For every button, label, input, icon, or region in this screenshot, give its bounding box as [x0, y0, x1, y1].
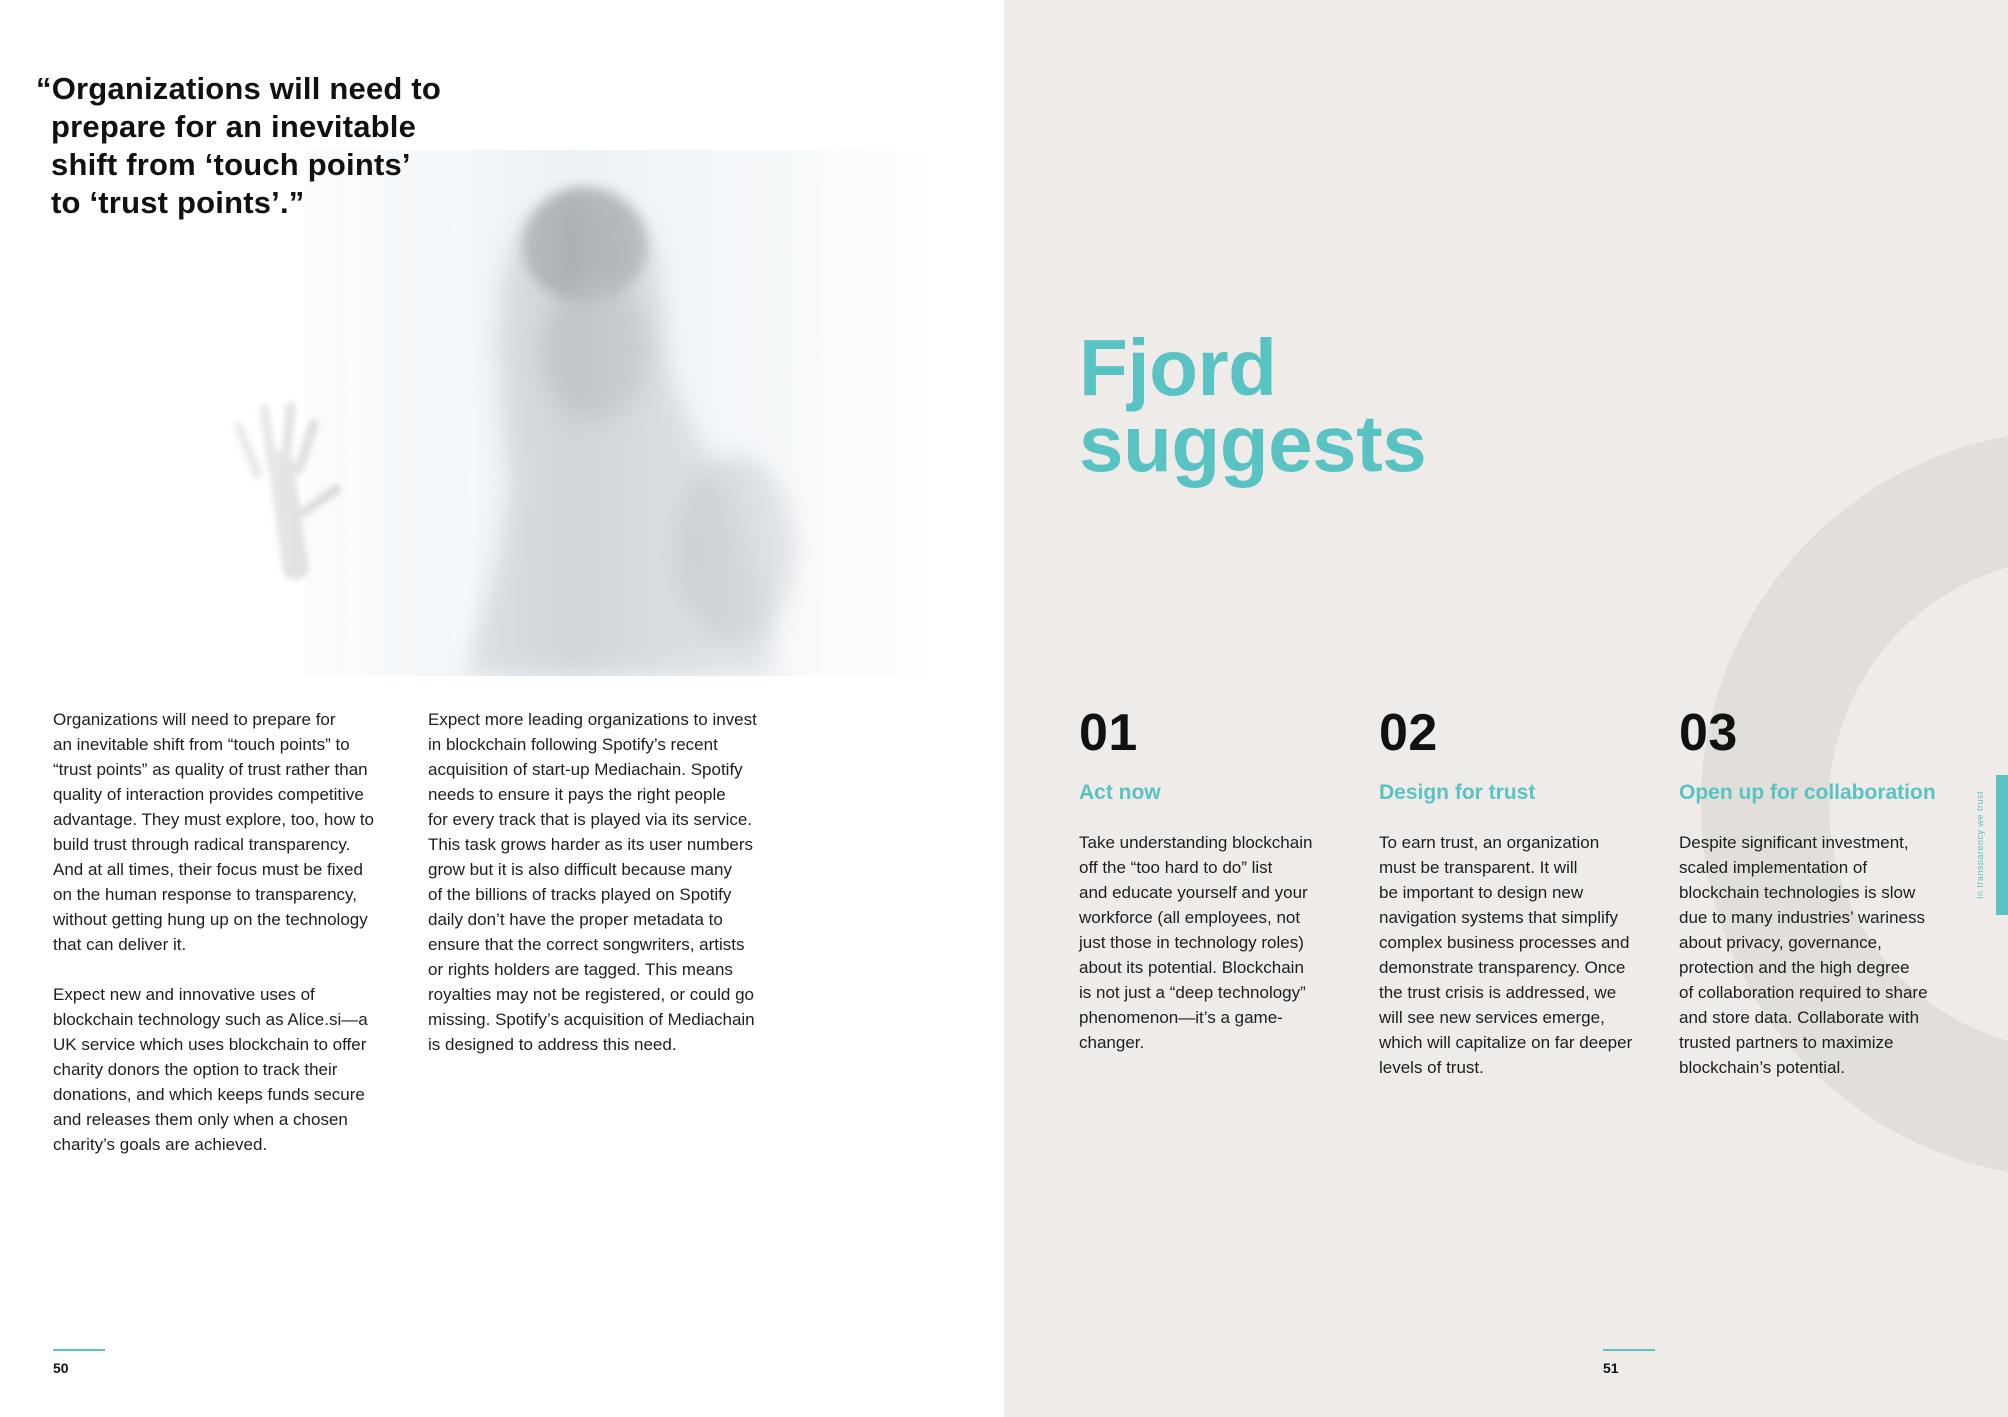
section-tab-marker — [1996, 775, 2008, 915]
pull-quote-line: “Organizations will need to — [36, 71, 441, 106]
section-title-line: Fjord — [1079, 323, 1277, 412]
body-column-1 — [53, 707, 413, 1182]
running-section-label: In transparency we trust — [1975, 790, 1985, 900]
step-heading: Design for trust — [1379, 781, 1536, 804]
page-number: 50 — [53, 1360, 69, 1376]
step-body: Despite significant investment, scaled implementation of blockchain technologies is slow due to many industries’ wariness about privacy, governance, protection and the high degree of collaboration required to share and store data. Collaborate with trusted partners to maximize blockchain’s potential. — [1679, 833, 1928, 1077]
step-number: 01 — [1079, 704, 1138, 762]
veiled-figure-illustration — [215, 150, 929, 676]
step-number: 02 — [1379, 704, 1438, 762]
step-heading: Open up for collaboration — [1679, 781, 1936, 804]
pull-quote-line: to ‘trust points’.” — [51, 185, 305, 220]
step-number: 03 — [1679, 704, 1738, 762]
step-body: To earn trust, an organization must be transparent. It will be important to design new navigation systems that simplify complex business processes and demonstrate transparency. Once the trust crisis is addressed, we will see new services emerge, which will capitalize on far deeper levels of trust. — [1379, 833, 1633, 1077]
step-heading: Act now — [1079, 781, 1161, 804]
step-body: Take understanding blockchain off the “too hard to do” list and educate yourself and your workforce (all employees, not just those in technology roles) about its potential. Blockchain is not just a “deep technology” phenomenon—it’s a game- changer. — [1079, 833, 1313, 1052]
body-paragraph: Expect new and innovative uses of blockchain technology such as Alice.si—a UK service which uses blockchain to offer charity donors the option to track their donations, and which keeps funds secure and releases them only when a chosen charity’s goals are achieved. — [53, 985, 368, 1154]
pull-quote-line: prepare for an inevitable — [51, 109, 417, 144]
section-title — [1079, 323, 1427, 488]
folio-rule — [53, 1349, 105, 1351]
pull-quote — [36, 70, 476, 222]
pull-quote-line: shift from ‘touch points’ — [51, 147, 411, 182]
suggestion-03 — [1679, 700, 1979, 1080]
veiled-figure-photo — [215, 150, 929, 676]
suggestion-01 — [1079, 700, 1379, 1055]
body-paragraph: Organizations will need to prepare for an inevitable shift from “touch points” to “trust points” as quality of trust rather than quality of interaction provides competitive advantage. They must explore, too, how to build trust through radical transparency. And at all times, their focus must be fixed on the human response to transparency, without getting hung up on the technology that can deliver it. — [53, 710, 374, 954]
page-number: 51 — [1603, 1360, 1619, 1376]
section-title-line: suggests — [1079, 399, 1427, 488]
folio-rule — [1603, 1349, 1655, 1351]
body-paragraph: Expect more leading organizations to invest in blockchain following Spotify’s recent acquisition of start-up Mediachain. Spotify needs to ensure it pays the right people for every track that is played via its service. This task grows harder as its user numbers grow but it is also difficult because many of the billions of tracks played on Spotify daily don’t have the proper metadata to ensure that the correct songwriters, artists or rights holders are tagged. This means royalties may not be registered, or could go missing. Spotify’s acquisition of Mediachain is designed to address this need. — [428, 710, 757, 1054]
right-page — [1004, 0, 2008, 1417]
suggestion-02 — [1379, 700, 1679, 1080]
body-column-2 — [428, 707, 788, 1082]
